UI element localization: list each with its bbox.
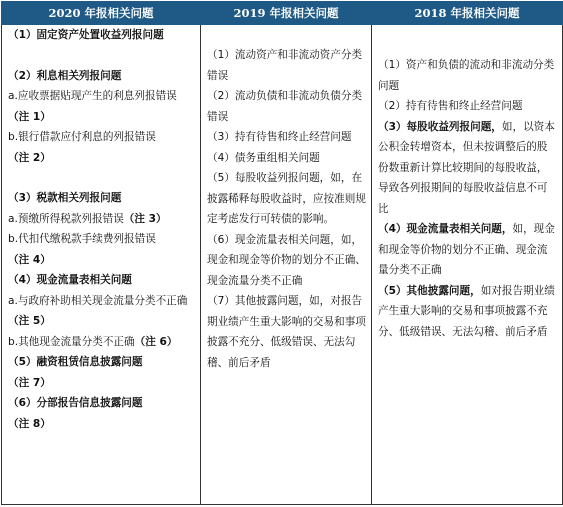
note-4: （注 4）: [8, 253, 51, 266]
item-2020-2b: b.银行借款应付利息的列报错误（注 2）: [8, 131, 156, 164]
item-2018-3-title: （3）每股收益列报问题，: [378, 120, 502, 133]
header-2019: 2019 年报相关问题: [201, 2, 372, 25]
item-2020-4b: b.其他现金流量分类不正确（注 6）: [8, 335, 178, 348]
item-2019-4: （4）债务重组相关问题: [207, 151, 320, 164]
note-6: （注 6）: [134, 335, 178, 348]
item-2020-2a: a.应收票据贴现产生的利息列报错误（注 1）: [8, 90, 177, 123]
item-2018-4-title: （4）现金流量表相关问题，: [378, 223, 513, 235]
note-7: （注 7）: [8, 376, 51, 389]
item-2018-5-title: （5）其他披露问题，: [378, 284, 481, 297]
item-2018-2: （2）持有待售和终止经营问题: [378, 100, 523, 112]
note-1: （注 1）: [8, 110, 51, 123]
section-2020-6: （6）分部报告信息披露问题: [8, 397, 143, 409]
item-2020-3a: a.预缴所得税款列报错误（注 3）: [8, 212, 167, 225]
section-2020-5: （5）融资租赁信息披露问题: [8, 356, 143, 368]
item-2019-2: （2）流动负债和非流动负债分类错误: [207, 90, 363, 123]
section-2020-1: （1）固定资产处置收益列报问题: [8, 29, 164, 41]
cell-2020: [2, 25, 201, 505]
item-2018-4: （4）现金流量表相关问题，如，现金和现金等价物的划分不正确、现金流量分类不正确: [378, 223, 555, 276]
item-2018-5: （5）其他披露问题，如对报告期业绩产生重大影响的交易和事项披露不充分、低级错误、无法勾稽、前后矛盾: [378, 284, 555, 338]
item-2020-3b: b.代扣代缴税款手续费列报错误（注 4）: [8, 233, 156, 266]
note-8: （注 8）: [8, 417, 51, 430]
annual-report-issues-table: [1, 1, 563, 505]
item-2018-3: （3）每股收益列报问题，如，以资本公积金转增资本，但未按调整后的股份数重新计算比较期间的每股收益，导致各列报期间的每股收益信息不可比: [378, 120, 555, 215]
note-2: （注 2）: [8, 151, 51, 164]
section-2020-4: （4）现金流量表相关问题: [8, 274, 132, 286]
cell-2018: [372, 25, 563, 505]
cell-2019: [201, 25, 372, 505]
section-2020-2: （2）利息相关列报问题: [8, 69, 122, 82]
note-5: （注 5）: [8, 315, 51, 327]
item-2019-1: （1）流动资产和非流动资产分类错误: [207, 49, 363, 82]
item-2019-6: （6）现金流量表相关问题，如，现金和现金等价物的划分不正确、现金流量分类不正确: [207, 233, 366, 287]
header-2020: 2020 年报相关问题: [2, 2, 201, 25]
item-2018-1: （1）资产和负债的流动和非流动分类问题: [378, 59, 555, 92]
header-row: [2, 2, 563, 25]
note-3: （注 3）: [123, 212, 167, 225]
item-2019-5: （5）每股收益列报问题，如，在披露稀释每股收益时，应按准则规定考虑发行可转债的影响。: [207, 172, 366, 225]
section-2020-3: （3）税款相关列报问题: [8, 192, 122, 204]
item-2020-4a: a.与政府补助相关现金流量分类不正确（注 5）: [8, 294, 188, 327]
item-2019-3: （3）持有待售和终止经营问题: [207, 131, 352, 143]
content-row: [2, 25, 563, 505]
item-2019-7: （7）其他披露问题，如，对报告期业绩产生重大影响的交易和事项披露不充分、低级错误、无法勾稽、前后矛盾: [207, 295, 366, 369]
header-2018: 2018 年报相关问题: [372, 2, 563, 25]
